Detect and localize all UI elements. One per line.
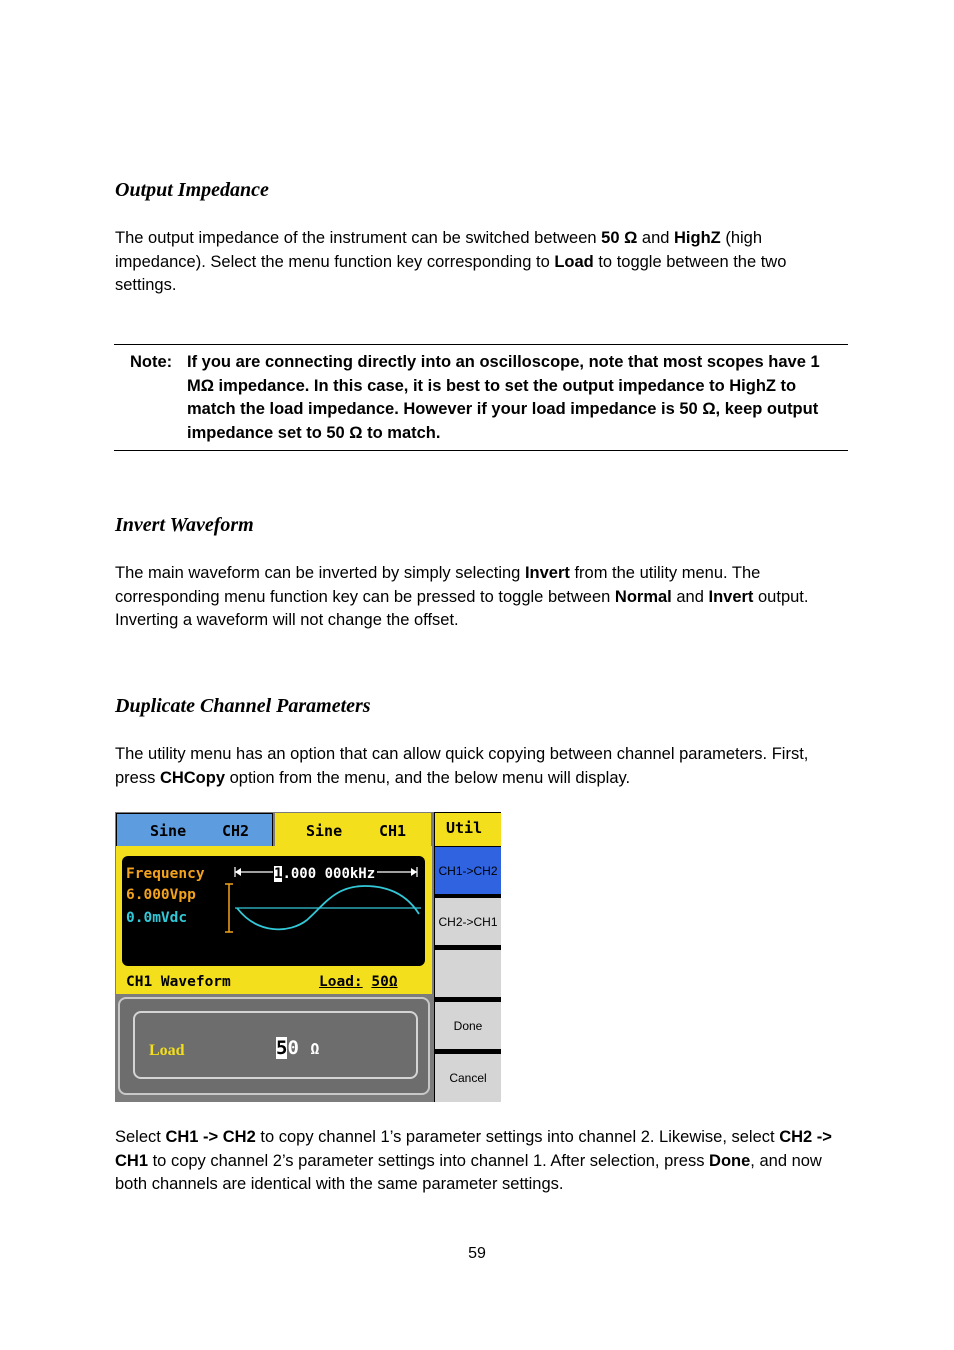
frequency-arrow-right-head <box>411 868 417 876</box>
heading-duplicate-channel: Duplicate Channel Parameters <box>115 695 371 717</box>
status-load: Load: 50Ω <box>319 974 398 990</box>
tab-ch2-wave: Sine <box>150 822 187 840</box>
menu-item-ch1-to-ch2[interactable]: CH1->CH2 <box>435 847 501 894</box>
paragraph-output-impedance: The output impedance of the instrument can be switched between 50 Ω and HighZ (high impedance). Select the menu function key corresponding to Load to toggle between the two settings. <box>115 229 787 294</box>
note-top-rule <box>114 344 848 345</box>
tab-ch1-wave: Sine <box>306 822 343 840</box>
param-frequency: Frequency <box>126 866 205 882</box>
paragraph-copy-instructions: Select CH1 -> CH2 to copy channel 1’s parameter settings into channel 2. Likewise, select CH2 -> CH1 to copy channel 2’s parameter settings into channel 1. After selection, press Done, and now both channels are identical with the same parameter settings. <box>115 1128 832 1193</box>
instrument-screenshot <box>115 812 501 1102</box>
sine-wave-graphic <box>225 864 425 939</box>
frequency-arrow-left-head <box>235 868 241 876</box>
note-text: If you are connecting directly into an oscilloscope, note that most scopes have 1 MΩ impedance. In this case, it is best to set the output impedance to HighZ to match the load impedance. However if your load impedance is 50 Ω, keep output impedance set to 50 Ω to match. <box>187 353 820 442</box>
frequency-cursor-digit: 1 <box>274 866 283 882</box>
tab-ch2-label: CH2 <box>222 822 250 840</box>
dialog-value-cursor-digit: 5 <box>276 1037 288 1059</box>
heading-output-impedance: Output Impedance <box>115 179 269 201</box>
paragraph-duplicate-channel: The utility menu has an option that can allow quick copying between channel parameters. First, press CHCopy option from the menu, and the below menu will display. <box>115 745 809 787</box>
paragraph-invert-waveform: The main waveform can be inverted by simply selecting Invert from the utility menu. The corresponding menu function key can be pressed to toggle between Normal and Invert output. Inverting a waveform will not change the offset. <box>115 564 809 629</box>
menu-title: Util <box>446 819 483 837</box>
dialog-load-value[interactable]: 50 Ω <box>276 1037 320 1059</box>
page-number: 59 <box>468 1245 486 1262</box>
dialog-load-label: Load <box>149 1042 185 1059</box>
menu-item-ch2-to-ch1[interactable]: CH2->CH1 <box>435 898 501 945</box>
menu-item-done[interactable]: Done <box>435 1002 501 1049</box>
menu-item-cancel[interactable]: Cancel <box>435 1054 501 1102</box>
frequency-value: 1.000 000kHz <box>274 866 376 882</box>
tab-ch1-label: CH1 <box>379 822 407 840</box>
tab-ch2 <box>116 813 273 846</box>
heading-invert-waveform: Invert Waveform <box>115 514 254 536</box>
menu-item-empty[interactable] <box>435 950 501 997</box>
ohm-icon: Ω <box>310 1040 320 1058</box>
param-amplitude: 6.000Vpp <box>126 887 196 903</box>
status-waveform: CH1 Waveform <box>126 974 231 990</box>
note-bottom-rule <box>114 450 848 451</box>
param-offset: 0.0mVdc <box>126 910 188 926</box>
tab-ch1 <box>275 813 431 846</box>
note-label: Note: <box>130 353 173 371</box>
